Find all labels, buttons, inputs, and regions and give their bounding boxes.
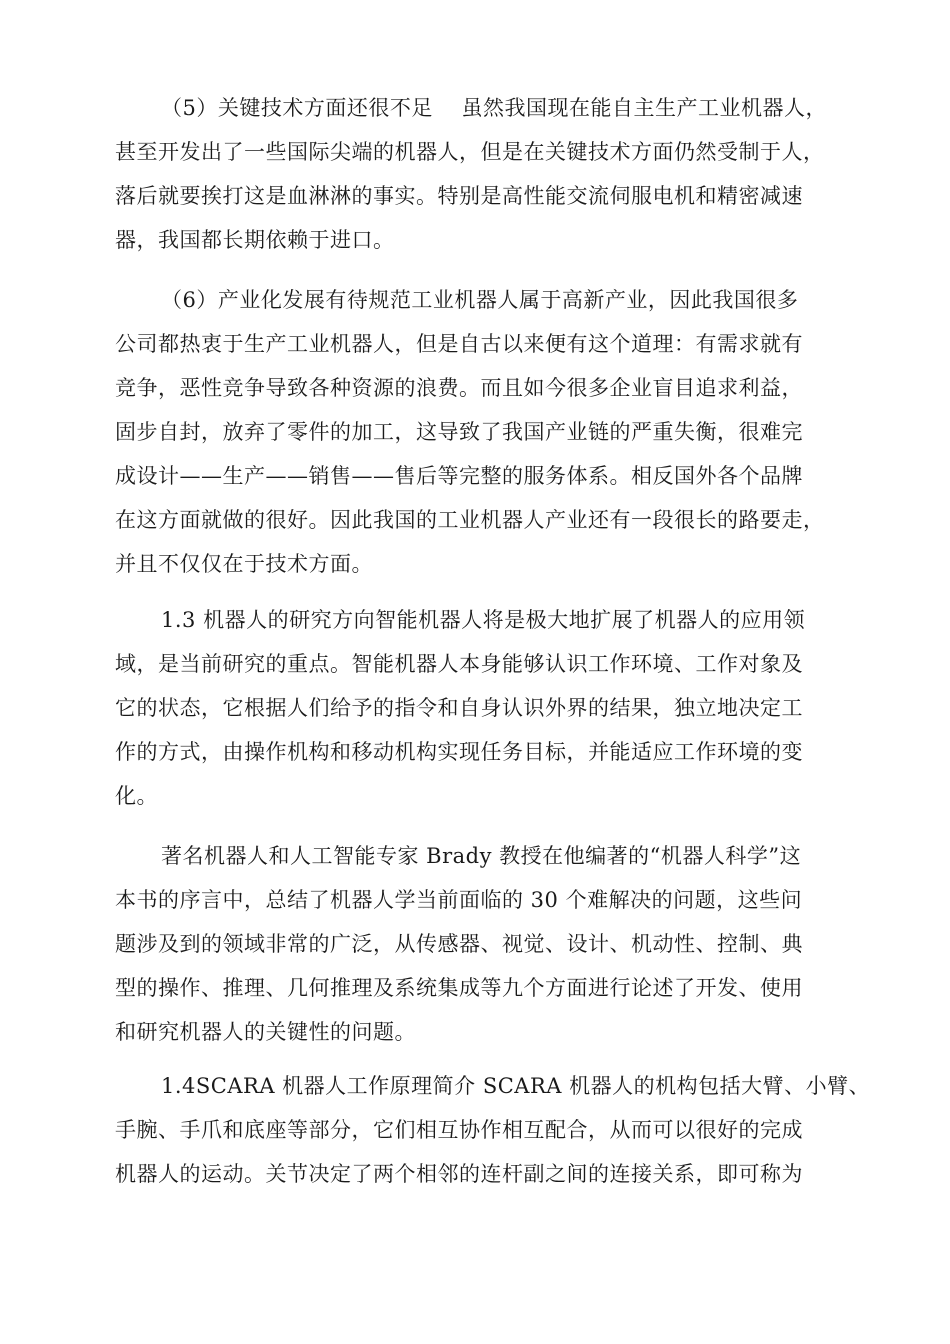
paragraph-key-technology: [115, 86, 835, 262]
text-line: 1.3 机器人的研究方向智能机器人将是极大地扩展了机器人的应用领: [161, 608, 806, 632]
text-line: 固步自封，放弃了零件的加工，这导致了我国产业链的严重失衡，很难完: [115, 420, 803, 444]
text-line: 在这方面就做的很好。因此我国的工业机器人产业还有一段很长的路要走，: [115, 508, 825, 532]
text-line: 本书的序言中，总结了机器人学当前面临的 30 个难解决的问题，这些问: [115, 888, 803, 912]
paragraph-brady-problems: [115, 834, 835, 1054]
text-line: 甚至开发出了一些国际尖端的机器人，但是在关键技术方面仍然受制于人，: [115, 140, 825, 164]
paragraph-research-direction: [115, 598, 835, 818]
text-line: 著名机器人和人工智能专家 Brady 教授在他编著的“机器人科学”这: [161, 844, 802, 868]
text-line: 域，是当前研究的重点。智能机器人本身能够认识工作环境、工作对象及: [115, 652, 803, 676]
text-line: 型的操作、推理、几何推理及系统集成等九个方面进行论述了开发、使用: [115, 976, 803, 1000]
text-line: 机器人的运动。关节决定了两个相邻的连杆副之间的连接关系，即可称为: [115, 1162, 803, 1186]
paragraph-scara-principle: [115, 1064, 871, 1196]
text-line: 它的状态，它根据人们给予的指令和自身认识外界的结果，独立地决定工: [115, 696, 803, 720]
text-line: 器，我国都长期依赖于进口。: [115, 228, 395, 252]
paragraph-industrialization: [115, 278, 835, 586]
text-line: 手腕、手爪和底座等部分，它们相互协作相互配合，从而可以很好的完成: [115, 1118, 803, 1142]
text-line: 化。: [115, 784, 158, 808]
text-line: 1.4SCARA 机器人工作原理简介 SCARA 机器人的机构包括大臂、小臂、: [161, 1074, 871, 1098]
text-line: （5）关键技术方面还很不足 虽然我国现在能自主生产工业机器人，: [161, 96, 828, 120]
text-line: 作的方式，由操作机构和移动机构实现任务目标，并能适应工作环境的变: [115, 740, 803, 764]
text-line: 竞争，恶性竞争导致各种资源的浪费。而且如今很多企业盲目追求利益，: [115, 376, 803, 400]
text-line: 并且不仅仅在于技术方面。: [115, 552, 373, 576]
text-line: （6）产业化发展有待规范工业机器人属于高新产业，因此我国很多: [161, 288, 799, 312]
text-line: 和研究机器人的关键性的问题。: [115, 1020, 416, 1044]
text-line: 成设计——生产——销售——售后等完整的服务体系。相反国外各个品牌: [115, 464, 803, 488]
text-line: 题涉及到的领域非常的广泛，从传感器、视觉、设计、机动性、控制、典: [115, 932, 803, 956]
text-line: 落后就要挨打这是血淋淋的事实。特别是高性能交流伺服电机和精密减速: [115, 184, 803, 208]
text-line: 公司都热衷于生产工业机器人，但是自古以来便有这个道理：有需求就有: [115, 332, 803, 356]
